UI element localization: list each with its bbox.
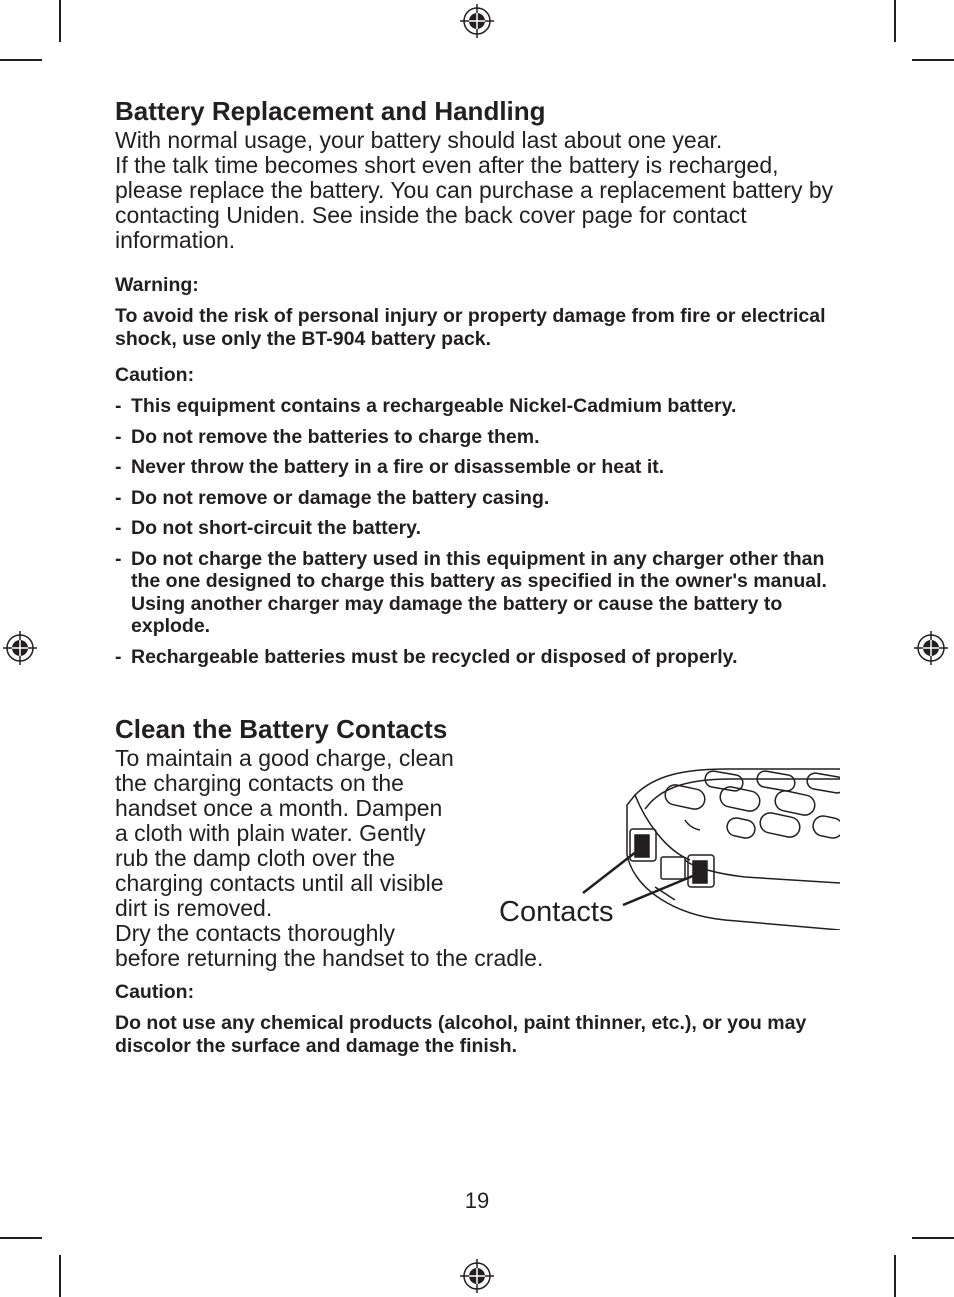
- registration-mark-icon: [460, 4, 494, 38]
- clean-caution-label: Caution:: [115, 981, 195, 1003]
- list-item: - Do not remove or damage the battery casing.: [115, 486, 550, 509]
- crop-mark: [894, 0, 896, 42]
- battery-section-title: Battery Replacement and Handling: [115, 96, 546, 126]
- clean-line: the charging contacts on the: [115, 770, 404, 796]
- registration-mark-icon: [460, 1259, 494, 1293]
- caution-item-text: Do not short-circuit the battery.: [131, 517, 421, 539]
- crop-mark: [0, 1237, 42, 1239]
- crop-mark: [912, 1237, 954, 1239]
- list-item: - Rechargeable batteries must be recycled or disposed of properly.: [115, 645, 738, 668]
- caution-item-text: Do not remove or damage the battery casing.: [131, 486, 550, 509]
- clean-last-line: before returning the handset to the cradle.: [115, 945, 544, 971]
- caution-item-text: Do not remove the batteries to charge them.: [131, 425, 540, 448]
- crop-mark: [912, 59, 954, 61]
- caution-list: [115, 395, 845, 668]
- clean-line: a cloth with plain water. Gently: [115, 820, 426, 846]
- list-item: - Never throw the battery in a fire or disassemble or heat it.: [115, 456, 665, 478]
- caution-item-text: This equipment contains a rechargeable Nickel-Cadmium battery.: [131, 395, 737, 417]
- warning-label: Warning:: [115, 274, 199, 296]
- warning-text: To avoid the risk of personal injury or property damage from fire or electrical shock, use only the BT-904 battery pack.: [115, 305, 826, 350]
- clean-line: charging contacts until all visible: [115, 870, 444, 896]
- caution-item-text: Do not charge the battery used in this equipment in any charger other than the one designed to charge this battery as specified in the owner's manual. Using another charger may damage the battery or cause the battery to explode.: [131, 547, 827, 637]
- clean-instructions: [115, 746, 495, 946]
- clean-line: rub the damp cloth over the: [115, 845, 395, 871]
- crop-mark: [0, 59, 42, 61]
- clean-line: handset once a month. Dampen: [115, 795, 443, 821]
- caution-item-text: Rechargeable batteries must be recycled or disposed of properly.: [131, 645, 738, 668]
- clean-line: To maintain a good charge, clean: [115, 745, 454, 771]
- battery-intro: With normal usage, your battery should last about one year.: [115, 127, 723, 153]
- caution-item-text: Never throw the battery in a fire or disassemble or heat it.: [131, 456, 665, 478]
- page-number: 19: [464, 1188, 490, 1213]
- crop-mark: [59, 0, 61, 42]
- crop-mark: [894, 1255, 896, 1297]
- clean-line: dirt is removed.: [115, 895, 273, 921]
- list-item: - Do not charge the battery used in this equipment in any charger other than the one designed to charge this battery as specified in the owner's manual. Using another charger may damage the battery or cause the battery to explode.: [115, 547, 827, 637]
- caution-label: Caution:: [115, 364, 195, 386]
- list-item: - This equipment contains a rechargeable Nickel-Cadmium battery.: [115, 395, 737, 417]
- registration-mark-icon: [3, 631, 37, 665]
- list-item: - Do not short-circuit the battery.: [115, 517, 421, 539]
- battery-paragraph: If the talk time becomes short even after the battery is recharged, please replace the battery. You can purchase a replacement battery by contacting Uniden. See inside the back cover page for contact information.: [115, 152, 834, 253]
- handset-contacts-illustration: [495, 765, 840, 930]
- registration-mark-icon: [914, 631, 948, 665]
- clean-caution-text: Do not use any chemical products (alcohol, paint thinner, etc.), or you may discolor the surface and damage the finish.: [115, 1012, 807, 1057]
- crop-mark: [59, 1255, 61, 1297]
- contacts-label: Contacts: [499, 896, 614, 928]
- clean-section-title: Clean the Battery Contacts: [115, 714, 448, 744]
- list-item: - Do not remove the batteries to charge them.: [115, 425, 540, 448]
- clean-line: Dry the contacts thoroughly: [115, 920, 395, 946]
